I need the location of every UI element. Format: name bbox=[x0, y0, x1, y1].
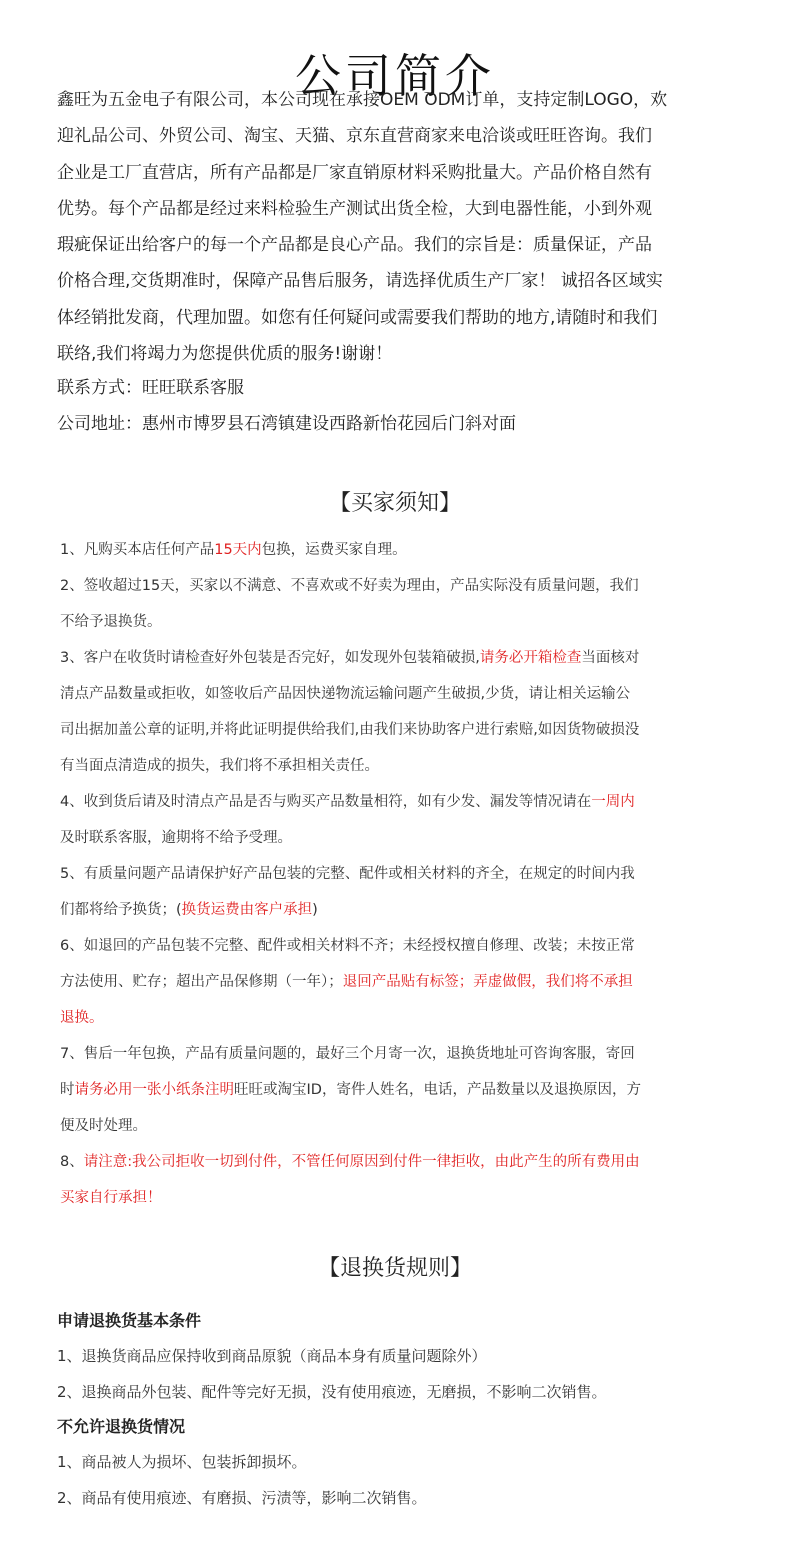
notice-line: 2、签收超过15天，买家以不满意、不喜欢或不好卖为理由，产品实际没有质量问题，我们 bbox=[60, 578, 639, 594]
basic-conditions-title: 申请退换货基本条件 bbox=[57, 1311, 202, 1330]
notice-line: 4、收到货后请及时清点产品是否与购买产品数量相符，如有少发、漏发等情况请在一周内 bbox=[60, 794, 635, 810]
notice-line: 有当面点清造成的损失，我们将不承担相关责任。 bbox=[60, 758, 379, 774]
rule-item: 1、商品被人为损坏、包装拆卸损坏。 bbox=[57, 1453, 307, 1471]
notice-line: 及时联系客服，逾期将不给予受理。 bbox=[60, 830, 292, 846]
company-address: 公司地址：惠州市博罗县石湾镇建设西路新怡花园后门斜对面 bbox=[57, 414, 516, 434]
notice-line: 1、凡购买本店任何产品15天内包换，运费买家自理。 bbox=[60, 542, 407, 558]
notice-line: 司出据加盖公章的证明,并将此证明提供给我们,由我们来协助客户进行索赔,如因货物破损没 bbox=[60, 722, 640, 738]
notice-line: 6、如退回的产品包装不完整、配件或相关材料不齐；未经授权擅自修理、改装；未按正常 bbox=[60, 938, 635, 954]
page-title: 公司简介 bbox=[295, 48, 495, 103]
not-allowed-title: 不允许退换货情况 bbox=[57, 1417, 186, 1436]
intro-line: 企业是工厂直营店，所有产品都是厂家直销原材料采购批量大。产品价格自然有 bbox=[57, 162, 652, 183]
notice-line: 退换。 bbox=[60, 1010, 104, 1026]
notice-line: 3、客户在收货时请检查好外包装是否完好，如发现外包装箱破损,请务必开箱检查当面核对 bbox=[60, 650, 640, 666]
buyer-notice-heading: 【买家须知】 bbox=[328, 491, 461, 516]
rule-item: 1、退换货商品应保持收到商品原貌（商品本身有质量问题除外） bbox=[57, 1347, 487, 1365]
intro-line: 迎礼品公司、外贸公司、淘宝、天猫、京东直营商家来电洽谈或旺旺咨询。我们 bbox=[57, 126, 652, 147]
rule-item: 2、商品有使用痕迹、有磨损、污渍等，影响二次销售。 bbox=[57, 1489, 427, 1507]
intro-line: 瑕疵保证出给客户的每一个产品都是良心产品。我们的宗旨是：质量保证，产品 bbox=[57, 235, 652, 256]
contact-info: 联系方式：旺旺联系客服 bbox=[57, 378, 244, 398]
notice-line: 方法使用、贮存；超出产品保修期（一年）；退回产品贴有标签；弄虚做假，我们将不承担 bbox=[60, 974, 633, 990]
intro-line: 价格合理,交货期准时，保障产品售后服务，请选择优质生产厂家！ 诚招各区域实 bbox=[57, 271, 663, 292]
company-intro bbox=[57, 82, 737, 372]
notice-line: 清点产品数量或拒收，如签收后产品因快递物流运输问题产生破损,少货，请让相关运输公 bbox=[60, 686, 631, 702]
intro-line: 体经销批发商，代理加盟。如您有任何疑问或需要我们帮助的地方,请随时和我们 bbox=[57, 307, 658, 328]
notice-line: 时请务必用一张小纸条注明旺旺或淘宝ID，寄件人姓名，电话，产品数量以及退换原因，方 bbox=[60, 1082, 641, 1098]
intro-line: 鑫旺为五金电子有限公司，本公司现在承接OEM ODM订单，支持定制LOGO，欢 bbox=[57, 90, 668, 110]
return-rules-heading: 【退换货规则】 bbox=[317, 1256, 472, 1281]
notice-line: 8、请注意:我公司拒收一切到付件，不管任何原因到付件一律拒收，由此产生的所有费用由 bbox=[60, 1154, 640, 1170]
intro-line: 优势。每个产品都是经过来料检验生产测试出货全检，大到电器性能，小到外观 bbox=[57, 198, 652, 219]
rule-item: 2、退换商品外包装、配件等完好无损，没有使用痕迹，无磨损，不影响二次销售。 bbox=[57, 1383, 607, 1401]
notice-line: 买家自行承担！ bbox=[60, 1190, 162, 1206]
notice-line: 5、有质量问题产品请保护好产品包装的完整、配件或相关材料的齐全，在规定的时间内我 bbox=[60, 866, 635, 882]
notice-line: 便及时处理。 bbox=[60, 1118, 147, 1134]
notice-line: 不给予退换货。 bbox=[60, 614, 162, 630]
buyer-notice-list bbox=[60, 532, 740, 1216]
notice-line: 7、售后一年包换，产品有质量问题的，最好三个月寄一次，退换货地址可咨询客服，寄回 bbox=[60, 1046, 635, 1062]
intro-line: 联络,我们将竭力为您提供优质的服务!谢谢！ bbox=[57, 344, 393, 365]
notice-line: 们都将给予换货；(换货运费由客户承担) bbox=[60, 902, 318, 918]
return-rules bbox=[57, 1304, 747, 1516]
